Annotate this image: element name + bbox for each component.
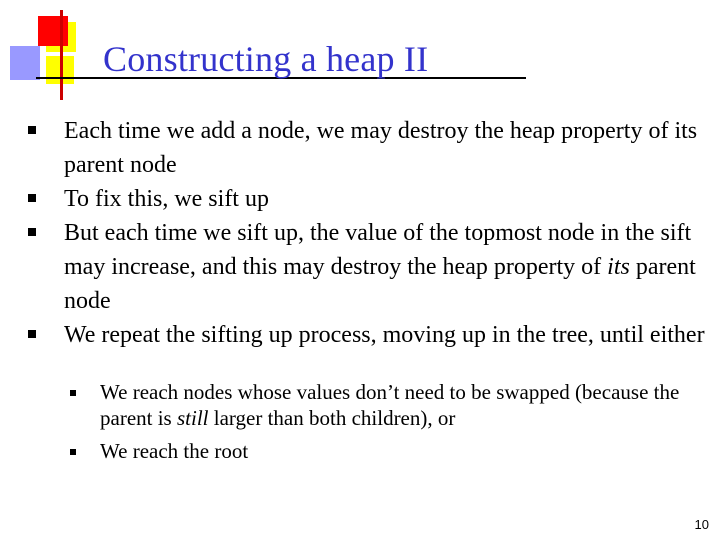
bullet-emphasis: its	[607, 254, 630, 280]
sub-bullet-emphasis: still	[176, 406, 209, 430]
sub-bullet-item	[70, 438, 690, 464]
bullet-list	[28, 114, 708, 352]
bullet-text-tail: parent node	[64, 254, 696, 314]
bullet-item	[28, 318, 708, 352]
bullet-square-icon	[28, 194, 36, 202]
bullet-square-icon	[28, 330, 36, 338]
sub-bullet-text: We reach nodes whose values don’t need to be swapped (because the parent is	[100, 380, 680, 430]
bullet-text: But each time we sift up, the value of the topmost node in the sift may increase, and this may destroy the heap property of	[64, 220, 692, 280]
bullet-item	[28, 182, 708, 216]
sub-bullet-square-icon	[70, 390, 76, 396]
bullet-text: To fix this, we sift up	[64, 186, 269, 212]
sub-bullet-item	[70, 379, 690, 431]
sub-bullet-square-icon	[70, 449, 76, 455]
sub-bullet-list	[70, 379, 690, 471]
bullet-text: Each time we add a node, we may destroy the heap property of its parent node	[64, 118, 698, 178]
bullet-item	[28, 114, 708, 182]
sub-bullet-text-tail: larger than both children), or	[208, 406, 456, 430]
sub-bullet-text: We reach the root	[100, 439, 249, 463]
bullet-item	[28, 216, 708, 318]
bullet-text: We repeat the sifting up process, moving up in the tree, until either	[64, 322, 705, 348]
page-number: 10	[694, 517, 709, 532]
bullet-square-icon	[28, 228, 36, 236]
slide-title: Constructing a heap II	[103, 39, 429, 79]
bullet-square-icon	[28, 126, 36, 134]
